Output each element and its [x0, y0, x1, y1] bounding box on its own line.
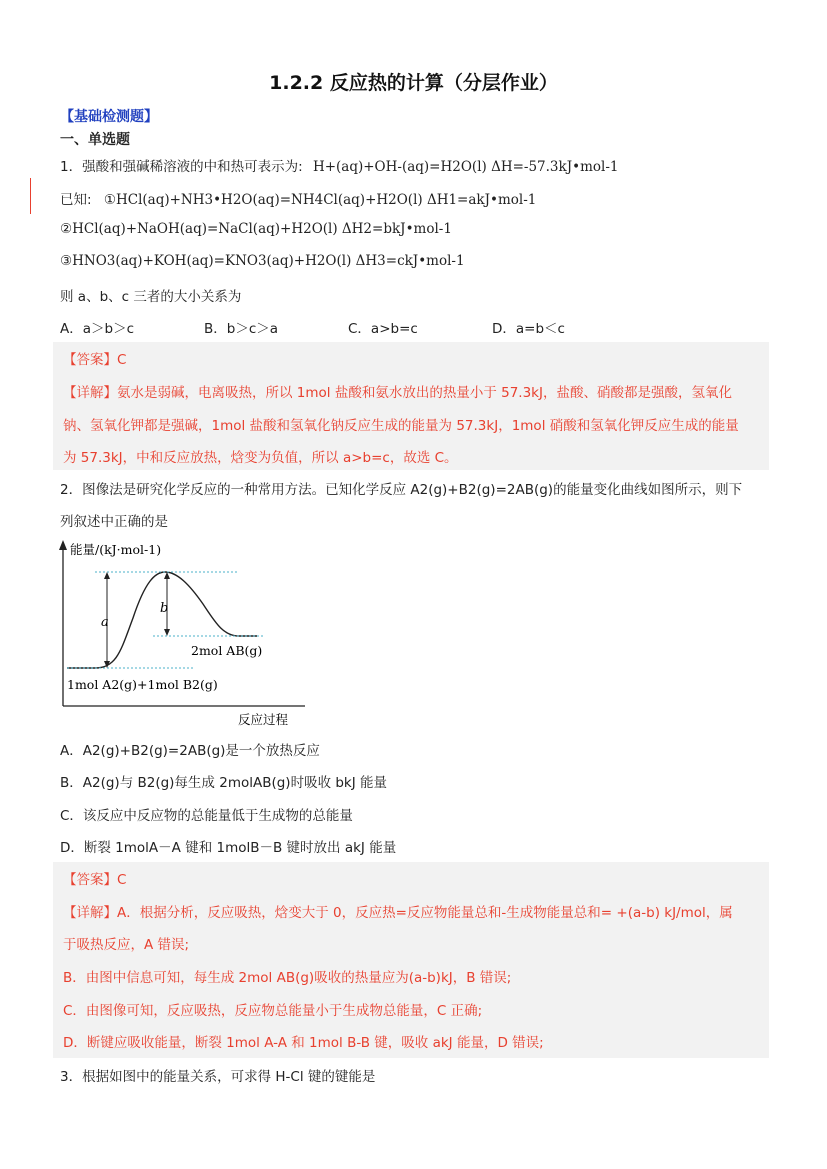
q1-answer: 【答案】C [63, 352, 127, 368]
energy-diagram [55, 538, 315, 730]
margin-mark [30, 178, 31, 214]
section-heading: 【基础检测题】 [60, 109, 158, 125]
q2-detail-line-4: C．由图像可知，反应吸热，反应物总能量小于生成物总能量，C 正确; [63, 1003, 483, 1019]
q1-option-b: B．b＞c＞a [204, 321, 279, 337]
q2-answer: 【答案】C [63, 872, 127, 888]
q1-main-equation: H+(aq)+OH-(aq)=H2O(l) ΔH=-57.3kJ•mol-1 [312, 159, 619, 175]
q1-option-d: D．a=b＜c [492, 321, 565, 337]
q2-option-b: B．A2(g)与 B2(g)每生成 2molAB(g)时吸收 bkJ 能量 [60, 775, 388, 791]
q2-answer-box [53, 862, 769, 1058]
q1-ask: 则 a、b、c 三者的大小关系为 [60, 289, 242, 305]
q1-eq1: ①HCl(aq)+NH3•H2O(aq)=NH4Cl(aq)+H2O(l) ΔH1=akJ•mol-1 [103, 192, 537, 208]
product-label: 2mol AB(g) [191, 643, 263, 658]
x-axis-label: 反应过程 [238, 712, 289, 727]
q2-stem-line-1: 2．图像法是研究化学反应的一种常用方法。已知化学反应 A2(g)+B2(g)=2AB(g)的能量变化曲线如图所示，则下 [60, 482, 743, 498]
q2-detail-line-1: 【详解】A．根据分析，反应吸热，焓变大于 0，反应热=反应物能量总和-生成物能量总和= +(a-b) kJ/mol，属 [63, 905, 733, 921]
q1-stem: 1．强酸和强碱稀溶液的中和热可表示为: H+(aq)+OH-(aq)=H2O(l) ΔH=-57.3kJ•mol-1 [60, 159, 619, 175]
q3-stem: 3．根据如图中的能量关系，可求得 H-Cl 键的键能是 [60, 1069, 376, 1085]
label-a: a [101, 615, 109, 630]
q1-eq2: ②HCl(aq)+NaOH(aq)=NaCl(aq)+H2O(l) ΔH2=bkJ•mol-1 [60, 221, 452, 237]
q2-option-a: A．A2(g)+B2(g)=2AB(g)是一个放热反应 [60, 743, 320, 759]
q2-detail-line-3: B．由图中信息可知，每生成 2mol AB(g)吸收的热量应为(a-b)kJ，B 错误; [63, 970, 512, 986]
q1-option-c: C．a>b=c [348, 321, 418, 337]
q2-stem-line-2: 列叙述中正确的是 [60, 514, 168, 530]
part-heading: 一、单选题 [60, 132, 130, 148]
y-axis-label: 能量/(kJ·mol-1) [70, 542, 162, 557]
q1-detail-line-1: 【详解】氨水是弱碱，电离吸热，所以 1mol 盐酸和氨水放出的热量小于 57.3kJ，盐酸、硝酸都是强酸，氢氧化 [63, 385, 732, 401]
q1-eq1-line: 已知: ①HCl(aq)+NH3•H2O(aq)=NH4Cl(aq)+H2O(l) ΔH1=akJ•mol-1 [60, 192, 537, 208]
q2-detail-line-5: D．断键应吸收能量，断裂 1mol A-A 和 1mol B-B 键，吸收 akJ 能量，D 错误; [63, 1035, 544, 1051]
q1-option-a: A．a＞b＞c [60, 321, 134, 337]
q1-detail-line-3: 为 57.3kJ，中和反应放热，焓变为负值，所以 a>b=c，故选 C。 [63, 450, 458, 466]
q1-answer-box [53, 342, 769, 470]
q2-option-d: D．断裂 1molA－A 键和 1molB－B 键时放出 akJ 能量 [60, 840, 397, 856]
q2-option-c: C．该反应中反应物的总能量低于生成物的总能量 [60, 808, 353, 824]
q1-detail-line-2: 钠、氢氧化钾都是强碱，1mol 盐酸和氢氧化钠反应生成的能量为 57.3kJ，1mol 硝酸和氢氧化钾反应生成的能量 [63, 418, 739, 434]
label-b: b [160, 601, 169, 616]
page-title: 1.2.2 反应热的计算（分层作业） [269, 72, 558, 94]
y-axis-arrow [59, 540, 67, 550]
q1-eq3: ③HNO3(aq)+KOH(aq)=KNO3(aq)+H2O(l) ΔH3=ckJ•mol-1 [60, 253, 465, 269]
reactant-label: 1mol A2(g)+1mol B2(g) [67, 677, 218, 692]
q2-detail-line-2: 于吸热反应，A 错误; [63, 937, 190, 953]
